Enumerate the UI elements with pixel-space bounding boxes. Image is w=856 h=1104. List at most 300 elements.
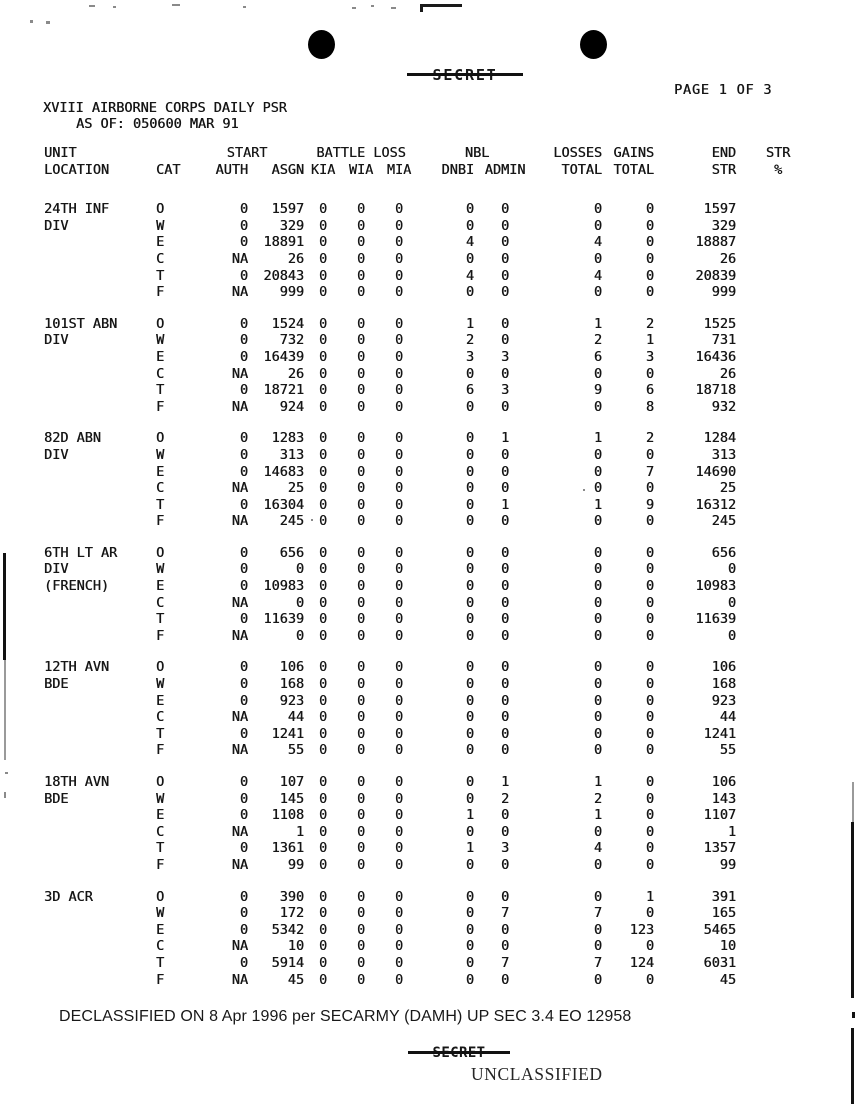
cell-str [736,807,820,824]
scan-artifact [46,21,50,24]
edge-line-right [852,782,854,822]
cell-cat: E [156,807,165,824]
cell-losses: 0 [593,513,603,530]
cell-wia: 0 [356,284,366,301]
col-header-mia: MIA [386,161,412,178]
cell-wia: 0 [356,725,366,742]
cell-end: 5465 [703,921,737,938]
cell-kia: 0 [318,954,328,971]
psr-row [44,972,820,989]
declassified-note: DECLASSIFIED ON 8 Apr 1996 per SECARMY (DAMH) UP SEC 3.4 EO 12958 [59,1008,632,1025]
cell-wia: 0 [356,446,366,463]
cell-kia: 0 [318,480,328,497]
cell-admin: 0 [500,725,510,742]
cell-kia: 0 [318,905,328,922]
cell-losses: 1 [593,774,603,790]
cell-gains: 0 [645,790,655,807]
cell-gains: 0 [645,480,655,497]
cell-kia: 0 [318,676,328,693]
cell-asgn: 45 [287,971,305,988]
cell-losses: 0 [593,446,603,463]
cell-auth: 0 [239,446,248,463]
cell-end: 1525 [703,315,737,332]
cell-end: 16436 [695,348,737,365]
edge-line-right [852,1012,855,1018]
col-header-blank [156,145,190,162]
unit-name-cell [44,840,156,857]
cell-kia: 0 [318,348,328,365]
col-header-admin: ADMIN [484,161,526,178]
cell-str [736,938,820,955]
cell-wia: 0 [356,398,366,415]
cell-dnbi: 0 [465,888,475,905]
unit-name-cell [44,922,156,939]
cell-cat: W [156,446,165,463]
col-header-end-str: STR [711,161,737,178]
cell-gains: 0 [645,513,655,530]
cell-wia: 0 [356,954,366,971]
cell-admin: 0 [500,234,510,251]
cell-gains: 0 [645,709,655,726]
spacer-row [44,530,820,545]
cell-kia: 0 [318,938,328,955]
cell-kia: 0 [318,365,328,382]
cell-wia: 0 [356,430,366,447]
cell-end: 1357 [703,840,737,857]
cell-wia: 0 [356,905,366,922]
cell-losses: 0 [593,217,603,234]
cell-cat: T [156,496,165,513]
cell-losses: 0 [593,611,603,628]
cell-asgn: 20843 [263,267,305,284]
cell-auth: 0 [239,234,248,251]
cell-admin: 0 [500,971,510,988]
cell-auth: 0 [239,201,248,218]
psr-row [44,497,820,514]
spacer-row [44,415,820,430]
cell-dnbi: 0 [465,692,475,709]
strikethrough-line [408,1051,510,1054]
cell-str [736,399,820,416]
cell-losses: 4 [593,234,603,251]
cell-cat: F [156,742,165,759]
cell-asgn: 107 [279,774,305,790]
psr-row [44,824,820,841]
cell-auth: 0 [239,382,248,399]
cell-losses: 0 [593,692,603,709]
cell-gains: 0 [645,234,655,251]
cell-admin: 3 [500,840,510,857]
cell-cat: O [156,315,165,332]
col-header-str-pct: % [773,161,783,178]
cell-cat: W [156,676,165,693]
cell-str [736,628,820,645]
cell-wia: 0 [356,807,366,824]
unit-name-cell [44,366,156,383]
cell-mia: 0 [394,594,404,611]
cell-end: 10983 [695,578,737,595]
cell-mia: 0 [394,480,404,497]
unit-name-cell [44,709,156,726]
cell-losses: 0 [593,594,603,611]
cell-admin: 0 [500,201,510,218]
cell-gains: 0 [645,905,655,922]
unit-name-cell [44,955,156,972]
cell-auth: 0 [239,807,248,824]
psr-row [44,709,820,726]
cell-auth: NA [231,365,248,382]
cell-kia: 0 [318,709,328,726]
cell-end: 168 [711,676,737,693]
cell-auth: 0 [239,544,248,561]
cell-auth: NA [231,627,248,644]
cell-cat: E [156,234,165,251]
cell-asgn: 656 [279,544,305,561]
cell-mia: 0 [394,496,404,513]
cell-asgn: 14683 [263,463,305,480]
cell-end: 14690 [695,463,737,480]
unit-name-cell [44,742,156,759]
cell-gains: 7 [645,463,655,480]
cell-str [736,774,820,791]
cell-cat: E [156,578,165,595]
doc-asof-date: AS OF: 050600 MAR 91 [76,116,239,132]
cell-mia: 0 [394,578,404,595]
cell-dnbi: 0 [465,954,475,971]
cell-cat: O [156,888,165,905]
cell-kia: 0 [318,446,328,463]
cell-asgn: 1283 [271,430,305,447]
cell-auth: NA [231,513,248,530]
cell-kia: 0 [318,382,328,399]
psr-row [44,905,820,922]
psr-row [44,693,820,710]
cell-wia: 0 [356,561,366,578]
cell-dnbi: 0 [465,938,475,955]
cell-dnbi: 0 [465,446,475,463]
cell-str [736,595,820,612]
cell-gains: 1 [645,888,655,905]
cell-auth: 0 [239,611,248,628]
cell-str [736,497,820,514]
cell-cat: C [156,823,165,840]
cell-kia: 0 [318,856,328,873]
unit-name-cell [44,628,156,645]
col-header-location: LOCATION [44,161,110,178]
cell-auth: 0 [239,905,248,922]
cell-kia: 0 [318,790,328,807]
cell-asgn: 732 [279,332,305,349]
cell-mia: 0 [394,430,404,447]
cell-cat: W [156,905,165,922]
cell-wia: 0 [356,201,366,218]
cell-kia: 0 [318,627,328,644]
unit-name-cell: 101ST ABN [44,315,118,332]
cell-losses: 0 [593,971,603,988]
cell-end: 1107 [703,807,737,824]
cell-admin: 0 [500,742,510,759]
cell-admin: 0 [500,578,510,595]
cell-wia: 0 [356,544,366,561]
cell-cat: F [156,627,165,644]
cell-mia: 0 [394,463,404,480]
cell-asgn: 55 [287,742,305,759]
cell-auth: 0 [239,315,248,332]
cell-str [736,611,820,628]
cell-cat: W [156,790,165,807]
cell-wia: 0 [356,513,366,530]
cell-losses: 1 [593,496,603,513]
unit-name-cell [44,807,156,824]
cell-losses: 0 [593,888,603,905]
psr-row [44,316,820,333]
cell-dnbi: 0 [465,217,475,234]
unit-name-cell [44,382,156,399]
cell-kia: 0 [318,315,328,332]
cell-gains: 0 [645,659,655,676]
cell-auth: 0 [239,267,248,284]
scan-artifact [4,792,6,798]
cell-end: 16312 [695,496,737,513]
cell-mia: 0 [394,513,404,530]
scan-artifact [5,772,8,774]
cell-gains: 0 [645,971,655,988]
cell-auth: 0 [239,348,248,365]
cell-wia: 0 [356,659,366,676]
cell-wia: 0 [356,234,366,251]
cell-dnbi: 0 [465,611,475,628]
cell-admin: 0 [500,513,510,530]
cell-gains: 3 [645,348,655,365]
cell-losses: 0 [593,398,603,415]
cell-asgn: 10983 [263,578,305,595]
cell-str [736,447,820,464]
cell-losses: 0 [593,561,603,578]
cell-asgn: 11639 [263,611,305,628]
cell-mia: 0 [394,742,404,759]
cell-gains: 0 [645,365,655,382]
psr-row [44,726,820,743]
cell-auth: 0 [239,692,248,709]
cell-wia: 0 [356,578,366,595]
cell-cat: W [156,332,165,349]
cell-losses: 4 [593,840,603,857]
cell-auth: 0 [239,332,248,349]
cell-end: 245 [711,513,737,530]
cell-gains: 0 [645,627,655,644]
cell-asgn: 329 [279,217,305,234]
hole-punch-right [580,30,607,59]
psr-row [44,218,820,235]
hole-punch-left [308,30,335,59]
cell-kia: 0 [318,234,328,251]
cell-mia: 0 [394,234,404,251]
spacer-row [44,874,820,889]
col-header-auth: AUTH [215,161,248,178]
cell-mia: 0 [394,398,404,415]
cell-dnbi: 0 [465,544,475,561]
unit-name-cell: 18TH AVN [44,774,110,790]
cell-dnbi: 4 [465,234,475,251]
cell-wia: 0 [356,611,366,628]
psr-row [44,595,820,612]
cell-admin: 0 [500,250,510,267]
scan-artifact [420,4,462,7]
cell-kia: 0 [318,201,328,218]
cell-admin: 0 [500,594,510,611]
cell-auth: 0 [239,578,248,595]
page-number: PAGE 1 OF 3 [674,82,773,98]
cell-end: 45 [719,971,737,988]
cell-asgn: 44 [287,709,305,726]
cell-losses: 0 [593,480,603,497]
cell-auth: NA [231,823,248,840]
cell-losses: 0 [593,676,603,693]
edge-line-left [3,553,6,660]
unit-name-cell [44,905,156,922]
psr-row [44,545,820,562]
edge-line-right [851,822,854,998]
cell-losses: 0 [593,201,603,218]
cell-dnbi: 0 [465,430,475,447]
cell-end: 44 [719,709,737,726]
cell-gains: 0 [645,676,655,693]
unit-name-cell [44,284,156,301]
cell-mia: 0 [394,807,404,824]
cell-dnbi: 0 [465,709,475,726]
cell-str [736,480,820,497]
unit-name-cell: DIV [44,217,69,234]
cell-auth: 0 [239,430,248,447]
cell-dnbi: 0 [465,659,475,676]
cell-cat: O [156,430,165,447]
cell-str [736,513,820,530]
cell-kia: 0 [318,611,328,628]
col-header-unit: UNIT [44,145,77,161]
unit-name-cell [44,857,156,874]
cell-dnbi: 0 [465,676,475,693]
cell-kia: 0 [318,284,328,301]
cell-cat: T [156,267,165,284]
psr-row [44,578,820,595]
cell-end: 1241 [703,725,737,742]
cell-end: 999 [711,284,737,301]
cell-end: 6031 [703,954,737,971]
cell-mia: 0 [394,856,404,873]
cell-str [736,316,820,333]
cell-mia: 0 [394,544,404,561]
cell-kia: 0 [318,807,328,824]
cell-wia: 0 [356,332,366,349]
unit-name-cell: DIV [44,332,69,349]
cell-wia: 0 [356,888,366,905]
cell-asgn: 99 [287,856,305,873]
cell-end: 165 [711,905,737,922]
col-header-end: END [711,145,737,161]
cell-gains: 0 [645,807,655,824]
cell-auth: 0 [239,725,248,742]
cell-gains: 0 [645,594,655,611]
cell-cat: E [156,463,165,480]
unit-name-cell [44,268,156,285]
unit-name-cell [44,824,156,841]
cell-gains: 0 [645,217,655,234]
cell-admin: 0 [500,284,510,301]
cell-auth: NA [231,938,248,955]
cell-admin: 0 [500,398,510,415]
cell-gains: 0 [645,267,655,284]
cell-losses: 7 [593,954,603,971]
cell-asgn: 0 [295,627,305,644]
cell-wia: 0 [356,315,366,332]
cell-wia: 0 [356,480,366,497]
cell-str [736,464,820,481]
cell-cat: E [156,921,165,938]
cell-str [736,201,820,218]
cell-wia: 0 [356,267,366,284]
col-header-str: STR [765,145,791,161]
cell-gains: 0 [645,938,655,955]
cell-cat: W [156,561,165,578]
cell-mia: 0 [394,774,404,790]
psr-row [44,955,820,972]
cell-kia: 0 [318,692,328,709]
cell-str [736,676,820,693]
cell-asgn: 1108 [271,807,305,824]
cell-str [736,251,820,268]
cell-str [736,545,820,562]
cell-auth: NA [231,480,248,497]
cell-auth: 0 [239,561,248,578]
cell-gains: 0 [645,774,655,790]
cell-dnbi: 0 [465,561,475,578]
cell-dnbi: 0 [465,398,475,415]
unit-name-cell [44,399,156,416]
cell-asgn: 10 [287,938,305,955]
cell-losses: 0 [593,742,603,759]
cell-admin: 0 [500,446,510,463]
cell-auth: NA [231,742,248,759]
cell-losses: 7 [593,905,603,922]
scan-artifact [243,6,246,8]
cell-losses: 6 [593,348,603,365]
col-header-wia: WIA [348,161,374,178]
scan-artifact [113,6,116,8]
cell-mia: 0 [394,627,404,644]
cell-mia: 0 [394,561,404,578]
cell-losses: 0 [593,365,603,382]
cell-dnbi: 0 [465,513,475,530]
cell-asgn: 0 [295,594,305,611]
cell-str [736,382,820,399]
cell-losses: 0 [593,725,603,742]
cell-cat: T [156,725,165,742]
cell-kia: 0 [318,332,328,349]
cell-dnbi: 0 [465,742,475,759]
cell-asgn: 25 [287,480,305,497]
psr-row [44,464,820,481]
cell-auth: 0 [239,954,248,971]
cell-mia: 0 [394,888,404,905]
cell-end: 11639 [695,611,737,628]
classification-banner-top [407,65,523,84]
unit-name-cell [44,611,156,628]
cell-mia: 0 [394,332,404,349]
cell-wia: 0 [356,676,366,693]
cell-wia: 0 [356,709,366,726]
psr-row [44,251,820,268]
header-row-2 [44,162,820,179]
